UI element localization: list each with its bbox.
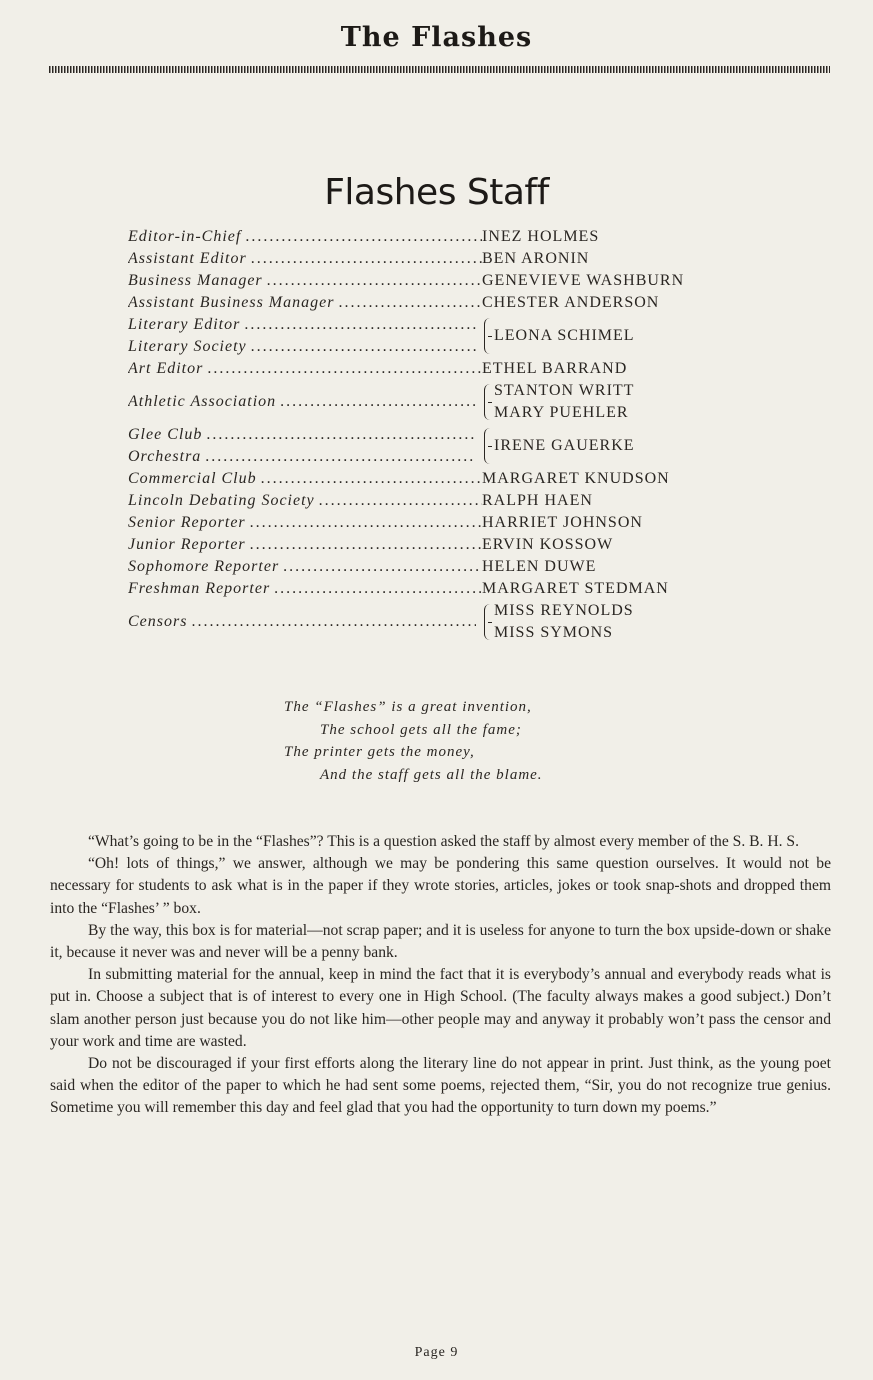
dot-leader (251, 248, 482, 270)
staff-role (128, 490, 482, 512)
staff-roles (128, 468, 482, 490)
staff-row (128, 424, 768, 468)
staff-member-name: HARRIET JOHNSON (482, 514, 643, 531)
brace-icon (482, 314, 494, 358)
staff-role (128, 226, 482, 248)
staff-member-name: INEZ HOLMES (482, 228, 600, 245)
staff-role-label: Assistant Business Manager (128, 294, 335, 311)
staff-names (482, 534, 613, 556)
staff-names (482, 512, 643, 534)
staff-row (128, 292, 768, 314)
dot-leader (205, 446, 476, 468)
staff-role-label: Editor-in-Chief (128, 228, 242, 245)
essay (50, 831, 831, 1120)
dot-leader (274, 578, 482, 600)
staff-role-label: Literary Editor (128, 316, 241, 333)
brace-icon (482, 380, 494, 424)
staff-role-label: Junior Reporter (128, 536, 246, 553)
dot-leader (207, 358, 482, 380)
staff-roles (128, 380, 482, 424)
poem (284, 696, 704, 786)
staff-names (482, 226, 599, 248)
staff-roles (128, 358, 482, 380)
staff-member-name: HELEN DUWE (482, 558, 597, 575)
staff-row (128, 534, 768, 556)
staff-role-label: Freshman Reporter (128, 580, 271, 597)
staff-title: Flashes Staff (324, 172, 549, 213)
staff-member-name: LEONA SCHIMEL (494, 327, 635, 344)
staff-role (128, 578, 482, 600)
staff-role (128, 534, 482, 556)
staff-roles (128, 534, 482, 556)
staff-row (128, 270, 768, 292)
staff-role-label: Orchestra (128, 448, 202, 465)
dot-leader (251, 336, 476, 358)
staff-role-label: Assistant Editor (128, 250, 247, 267)
dot-leader (283, 556, 482, 578)
staff-row (128, 314, 768, 358)
staff-role-label: Literary Society (128, 338, 247, 355)
poem-line: The school gets all the fame; (320, 721, 522, 738)
dot-leader (250, 512, 482, 534)
dot-leader (245, 226, 482, 248)
staff-row (128, 578, 768, 600)
staff-names (494, 600, 634, 644)
dot-leader (319, 490, 482, 512)
staff-roles (128, 578, 482, 600)
staff-roles (128, 292, 482, 314)
staff-role (128, 270, 482, 292)
staff-member-name: CHESTER ANDERSON (482, 294, 660, 311)
staff-names (494, 380, 634, 424)
staff-role (128, 314, 482, 336)
brace-icon (482, 600, 494, 644)
dot-leader (261, 468, 482, 490)
staff-role (128, 336, 482, 358)
poem-line: The printer gets the money, (284, 744, 475, 760)
staff-role-label: Senior Reporter (128, 514, 246, 531)
staff-names (482, 468, 670, 490)
poem-line: The “Flashes” is a great invention, (284, 699, 532, 715)
staff-row (128, 556, 768, 578)
essay-paragraph: “What’s going to be in the “Flashes”? This is a question asked the staff by almost every member of the S. B. H. S. (88, 833, 799, 850)
staff-row (128, 512, 768, 534)
staff-names (494, 325, 635, 347)
staff-roles (128, 556, 482, 578)
staff-names (482, 270, 684, 292)
staff-roles (128, 600, 482, 644)
staff-names (482, 292, 659, 314)
essay-paragraph: Do not be discouraged if your first efforts along the literary line do not appear in print. Just think, as the young poet said when the editor of the paper to which he had sent some poems, rejected them, “Sir, you do not recognize true genius. Sometime you will remember this day and feel glad that you had the opportunity to turn down my poems.” (50, 1055, 831, 1117)
dot-leader (191, 600, 476, 644)
staff-role (128, 512, 482, 534)
dot-leader (206, 424, 476, 446)
staff-role (128, 248, 482, 270)
poem-line: And the staff gets all the blame. (320, 766, 543, 783)
staff-roles (128, 512, 482, 534)
staff-list (128, 226, 768, 644)
essay-paragraph: “Oh! lots of things,” we answer, although we may be pondering this same question ourselves. It would not be necessary for students to ask what is in the paper if they wrote stories, articles, jokes or took snap-shots and dropped them into the “Flashes’ ” box. (50, 855, 831, 917)
staff-role (128, 358, 482, 380)
dot-leader (280, 380, 476, 424)
brace-icon (482, 424, 494, 468)
essay-paragraph: By the way, this box is for material—not scrap paper; and it is useless for anyone to turn the box upside-down or shake it, because it never was and never will be a penny bank. (50, 921, 831, 962)
staff-member-name: STANTON WRITT (494, 382, 635, 399)
staff-roles (128, 314, 482, 358)
staff-role-label: Athletic Association (128, 393, 277, 410)
staff-roles (128, 226, 482, 248)
staff-names (482, 358, 627, 380)
staff-role-label: Sophomore Reporter (128, 558, 280, 575)
staff-names (482, 490, 593, 512)
staff-role-label: Lincoln Debating Society (128, 492, 315, 509)
staff-role-label: Glee Club (128, 426, 203, 443)
essay-paragraph: In submitting material for the annual, keep in mind the fact that it is everybody’s annual and everybody reads what is put in. Choose a subject that is of interest to every one in High School. (The faculty always makes a good subject.) Don’t slam another person just because you do not like him—other people may and anyway it probably won’t pass the censor and your work and time are wasted. (50, 966, 831, 1050)
staff-role (128, 468, 482, 490)
staff-member-name: IRENE GAUERKE (494, 437, 635, 454)
staff-member-name: MARGARET KNUDSON (482, 470, 670, 487)
staff-member-name: RALPH HAEN (482, 492, 593, 509)
staff-member-name: BEN ARONIN (482, 250, 590, 267)
staff-roles (128, 248, 482, 270)
masthead-rule (49, 66, 830, 73)
staff-roles (128, 270, 482, 292)
staff-role (128, 600, 482, 644)
staff-row (128, 490, 768, 512)
staff-roles (128, 490, 482, 512)
staff-member-name: MARGARET STEDMAN (482, 580, 669, 597)
staff-role (128, 556, 482, 578)
dot-leader (338, 292, 482, 314)
staff-member-name: ETHEL BARRAND (482, 360, 628, 377)
dot-leader (267, 270, 482, 292)
staff-row (128, 358, 768, 380)
staff-role (128, 424, 482, 446)
staff-row (128, 468, 768, 490)
staff-row (128, 248, 768, 270)
staff-role-label: Art Editor (128, 360, 204, 377)
staff-member-name: MISS REYNOLDS (494, 602, 634, 619)
page-number: Page 9 (414, 1345, 459, 1360)
staff-member-name: GENEVIEVE WASHBURN (482, 272, 685, 289)
staff-row (128, 226, 768, 248)
staff-row (128, 380, 768, 424)
staff-role-label: Censors (128, 613, 188, 630)
dot-leader (244, 314, 476, 336)
masthead-title: The Flashes (340, 22, 533, 53)
staff-role (128, 380, 482, 424)
staff-role (128, 292, 482, 314)
staff-names (482, 248, 589, 270)
staff-role-label: Commercial Club (128, 470, 257, 487)
staff-role (128, 446, 482, 468)
dot-leader (250, 534, 482, 556)
staff-member-name: ERVIN KOSSOW (482, 536, 614, 553)
staff-names (482, 556, 596, 578)
staff-member-name: MARY PUEHLER (494, 404, 629, 421)
staff-member-name: MISS SYMONS (494, 624, 614, 641)
staff-names (482, 578, 669, 600)
staff-names (494, 435, 635, 457)
staff-roles (128, 424, 482, 468)
staff-role-label: Business Manager (128, 272, 263, 289)
staff-row (128, 600, 768, 644)
